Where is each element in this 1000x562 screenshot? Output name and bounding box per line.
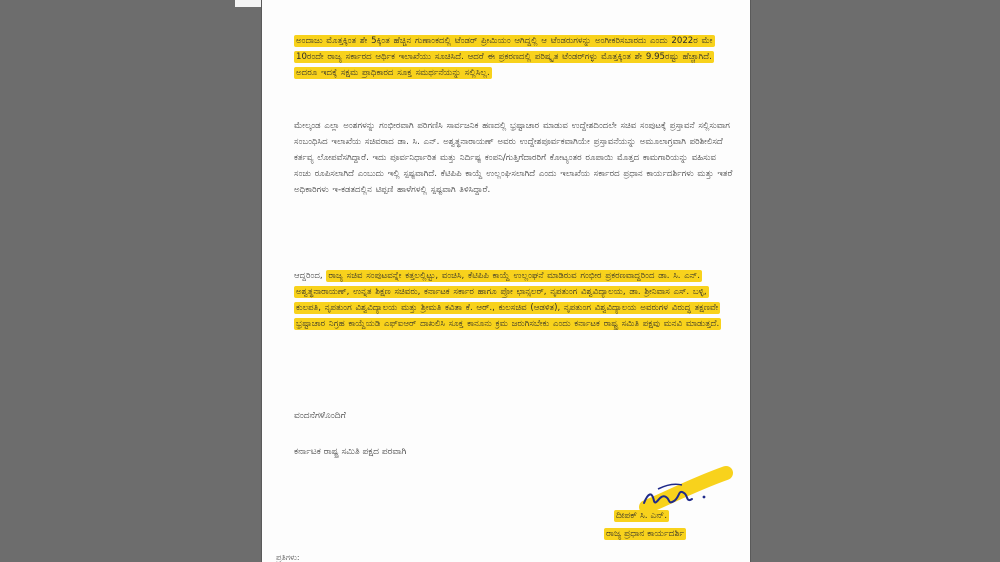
closing-salutation: ವಂದನೆಗಳೊಂದಿಗೆ xyxy=(294,411,346,421)
signatory-designation: ರಾಜ್ಯ ಪ್ರಧಾನ ಕಾರ್ಯದರ್ಶಿ xyxy=(606,529,685,539)
highlighted-text: ಅಂದಾಜು ಮೊತ್ತಕ್ಕಿಂತ ಶೇ 5ಕ್ಕಿಂತ ಹೆಚ್ಚಿನ ಗುಣಾಂಕದಲ್ಲಿ ಟೆಂಡರ್ ಪ್ರೀಮಿಯಂ ಆಗಿದ್ದಲ್ಲಿ ಆ ಟೆಂಡರುಗಳನ್ನು ಅಂಗೀಕರಿಸಬಾರದು ಎಂದು 2022ರ ಮೇ 10ರಂದೇ ರಾಜ್ಯ ಸರ್ಕಾರದ ಆರ್ಥಿಕ ಇಲಾಖೆಯು ಸೂಚಿಸಿದೆ. ಆದರೆ ಈ ಪ್ರಕರಣದಲ್ಲಿ ಪರಿಷ್ಕೃತ ಟೆಂಡರ್‌ಗಳ್ಳು ಮೊತ್ತಕ್ಕಿಂತ ಶೇ 9.95ರಷ್ಟು ಹೆಚ್ಚಾಗಿದೆ. ಅದರೂ ಇದಕ್ಕೆ ಸಕ್ಷಮ ಪ್ರಾಧಿಕಾರದ ಸೂಕ್ತ ಸಮರ್ಥನೆಯನ್ನು ಸಲ್ಲಿಸಿಲ್ಲ. xyxy=(296,36,713,78)
paragraph-allegation: ಮೇಲ್ಕಂಡ ಎಲ್ಲಾ ಅಂಶಗಳನ್ನು ಗಂಭೀರವಾಗಿ ಪರಿಗಣಿಸಿ ಸಾರ್ವಜನಿಕ ಹಣದಲ್ಲಿ ಭ್ರಷ್ಟಾಚಾರ ಮಾಡುವ ಉದ್ದೇಶದಿಂದಲೇ ಸಚಿವ ಸಂಪುಟಕ್ಕೆ ಪ್ರಸ್ತಾವನೆ ಸಲ್ಲಿಸುವಾಗ ಸಂಬಂಧಿಸಿದ ಇಲಾಖೆಯ ಸಚಿವರಾದ ಡಾ. ಸಿ. ಎನ್. ಅಶ್ವತ್ಥನಾರಾಯಣ್ ಅವರು ಉದ್ದೇಶಪೂರ್ವಕವಾಗಿಯೇ ಪ್ರಸ್ತಾವನೆಯನ್ನು ಅಮೂಲಾಗ್ರವಾಗಿ ಪರಿಶೀಲಿಸದೆ ಕರ್ತವ್ಯ ಲೋಪವೆಸಗಿದ್ದಾರೆ. ಇದು ಪೂರ್ವನಿರ್ಧಾರಿತ ಮತ್ತು ನಿರ್ದಿಷ್ಟ ಕಂಪನಿ/ಗುತ್ತಿಗೆದಾರರಿಗೆ ಕೋಟ್ಯಂತರ ರೂಪಾಯಿ ಮೊತ್ತದ ಕಾಮಗಾರಿಯನ್ನು ವಹಿಸುವ ಸಂಚು ರೂಪಿಸಲಾಗಿದೆ ಎಂಬುದು ಇಲ್ಲಿ ಸ್ಪಷ್ಟವಾಗಿದೆ. ಕೆಟಿಪಿಪಿ ಕಾಯ್ದೆ ಉಲ್ಲಂಘಿಸಲಾಗಿದೆ ಎಂದು ಇಲಾಖೆಯ ಸರ್ಕಾರದ ಪ್ರಧಾನ ಕಾರ್ಯದರ್ಶಿಗಳು ಮತ್ತು ಇತರೆ ಅಧಿಕಾರಿಗಳು ಇ-ಕಡತದಲ್ಲಿನ ಟಿಪ್ಪಣಿ ಹಾಳೆಗಳಲ್ಲಿ ಸ್ಪಷ್ಟವಾಗಿ ತಿಳಿಸಿದ್ದಾರೆ. xyxy=(294,121,733,195)
paragraph-tender-premium xyxy=(294,33,734,81)
paragraph-lead: ಆದ್ದರಿಂದ, xyxy=(294,271,327,281)
paragraph-demand xyxy=(294,268,734,332)
organization-line: ಕರ್ನಾಟಕ ರಾಷ್ಟ್ರ ಸಮಿತಿ ಪಕ್ಷದ ಪರವಾಗಿ xyxy=(294,447,407,457)
signatory-name: ದೀಪಕ್ ಸಿ. ಎನ್. xyxy=(616,511,668,521)
highlighted-text: ರಾಜ್ಯ ಸಚಿವ ಸಂಪುಟವನ್ನೇ ಕತ್ತಲಲ್ಲಿಟ್ಟು, ವಂಚಿಸಿ, ಕೆಟಿಪಿಪಿ ಕಾಯ್ದೆ ಉಲ್ಲಂಘನೆ ಮಾಡಿರುವ ಗಂಭೀರ ಪ್ರಕರಣವಾದ್ದರಿಂದ ಡಾ. ಸಿ. ಎನ್. ಅಶ್ವತ್ಥನಾರಾಯಣ್, ಉನ್ನತ ಶಿಕ್ಷಣ ಸಚಿವರು, ಕರ್ನಾಟಕ ಸರ್ಕಾರ ಹಾಗೂ ಪ್ರೋ ಛಾನ್ಸಲರ್, ನೃಪತುಂಗ ವಿಶ್ವವಿದ್ಯಾಲಯ, ಡಾ. ಶ್ರೀನಿವಾಸ ಎಸ್. ಬಳ್ಳಿ, ಕುಲಪತಿ, ನೃಪತುಂಗ ವಿಶ್ವವಿದ್ಯಾಲಯ ಮತ್ತು ಶ್ರೀಮತಿ ಕವಿತಾ ಕೆ. ಆರ್., ಕುಲಸಚಿವ (ಆಡಳಿತ), ನೃಪತುಂಗ ವಿಶ್ವವಿದ್ಯಾಲಯ ಅವರುಗಳ ವಿರುದ್ಧ ತಕ್ಷಣವೇ ಭ್ರಷ್ಟಾಚಾರ ನಿಗ್ರಹ ಕಾಯ್ದೆಯಡಿ ಎಫ್‌ಐಆರ್ ದಾಖಲಿಸಿ ಸೂಕ್ತ ಕಾನೂನು ಕ್ರಮ ಜರುಗಿಸಬೇಕು ಎಂದು ಕರ್ನಾಟಕ ರಾಷ್ಟ್ರ ಸಮಿತಿ ಪಕ್ಷವು ಮನವಿ ಮಾಡುತ್ತದೆ. xyxy=(296,271,720,329)
copies-label: ಪ್ರತಿಗಳು: xyxy=(276,553,300,562)
document-page xyxy=(262,0,750,562)
